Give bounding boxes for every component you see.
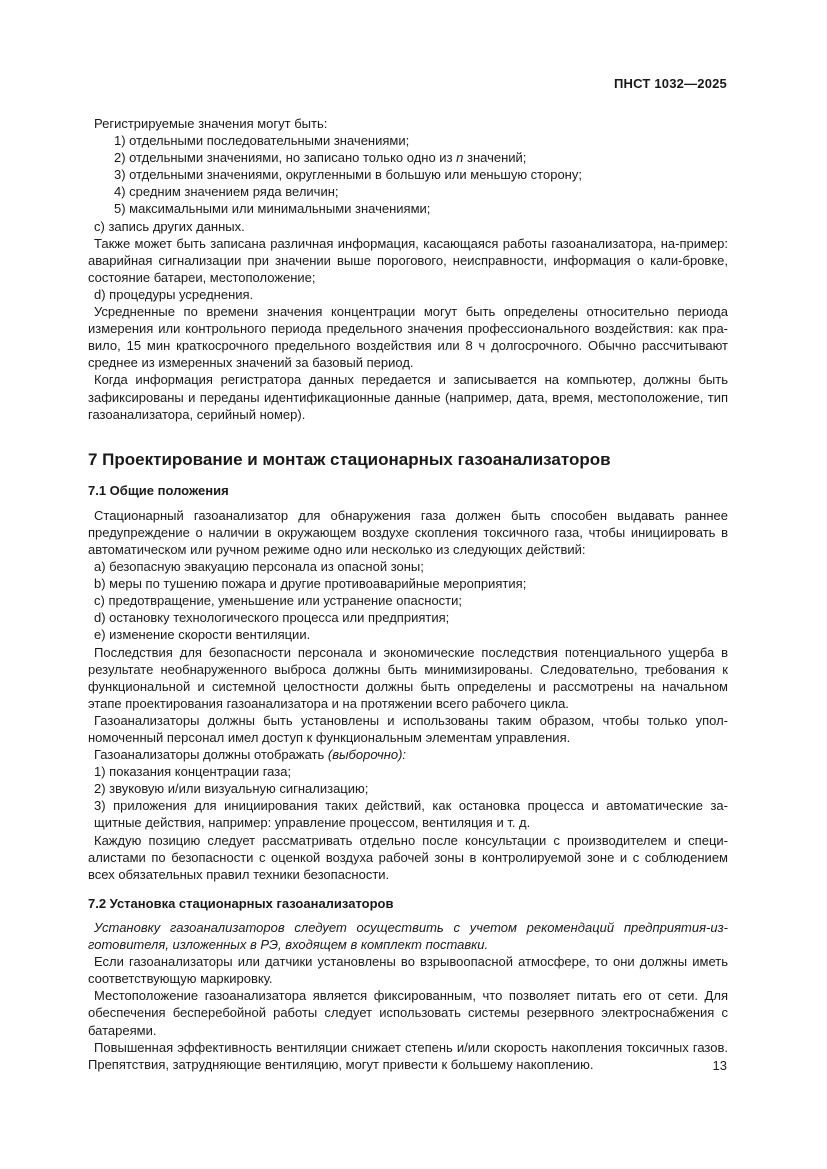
list-item: c) запись других данных. [94, 218, 245, 234]
paragraph: Местоположение газоанализатора является фиксированным, что позволяет питать его от сети. Для обеспечения бесперебойной работы следует использовать системы резервного электроснабжения с батареями. [88, 988, 728, 1038]
subsection-heading-7-1: 7.1 Общие положения [88, 482, 229, 498]
list-item: 3) приложения для инициирования таких действий, как остановка процесса и автоматические за-щитные действия, например: управление процессом, вентиляция и т. д. [94, 798, 728, 831]
list-item: 1) показания концентрации газа; [94, 764, 292, 780]
list-item: 5) максимальными или минимальными значениями; [114, 201, 431, 217]
list-item: 2) отдельными значениями, но записано только одно из n значений; [114, 150, 527, 166]
paragraph: Газоанализаторы должны отображать (выборочно): [94, 747, 407, 763]
paragraph: Если газоанализаторы или датчики установлены во взрывоопасной атмосфере, то они должны иметь соответствующую маркировку. [88, 954, 728, 987]
paragraph: Усредненные по времени значения концентрации могут быть определены относительно периода измерения или контрольного периода предельного значения профессионального воздействия: как пра-вило, 15 мин краткосрочного предельного воздействия или 8 ч долгосрочного. Обычно рассчитывают среднее из измеренных значений за базовый период. [88, 304, 728, 371]
paragraph: Установку газоанализаторов следует осуществить с учетом рекомендаций предприятия-из-готовителя, изложенных в РЭ, входящем в комплект поставки. [88, 919, 728, 953]
paragraph: Последствия для безопасности персонала и экономические последствия потенциального ущерба в результате необнаруженного выброса должны быть минимизированы. Следовательно, требования к функциональной и системной целостности должны быть определены и рассмотрены на начальном этапе проектирования газоанализатора и на протяжении всего рабочего цикла. [88, 644, 728, 711]
list-item: b) меры по тушению пожара и другие противоаварийные мероприятия; [94, 576, 527, 592]
page-number: 13 [712, 1058, 727, 1073]
paragraph: Также может быть записана различная информация, касающаяся работы газоанализатора, на-пример: аварийная сигнализации при значении выше порогового, неисправности, информация о кали-бровке, состояние батареи, местоположение; [88, 235, 728, 285]
list-item: d) остановку технологического процесса или предприятия; [94, 610, 450, 626]
list-item: 3) отдельными значениями, округленными в большую или меньшую сторону; [114, 167, 582, 183]
list-item: a) безопасную эвакуацию персонала из опасной зоны; [94, 559, 424, 575]
list-item: d) процедуры усреднения. [94, 286, 254, 302]
list-item: c) предотвращение, уменьшение или устранение опасности; [94, 593, 463, 609]
subsection-heading-7-2: 7.2 Установка стационарных газоанализаторов [88, 895, 394, 911]
list-item: 1) отдельными последовательными значениями; [114, 133, 410, 149]
paragraph: Повышенная эффективность вентиляции снижает степень и/или скорость накопления токсичных газов. Препятствия, затрудняющие вентиляцию, могут привести к большему накоплению. [88, 1039, 728, 1072]
list-item: e) изменение скорости вентиляции. [94, 627, 311, 643]
paragraph: Газоанализаторы должны быть установлены и использованы таким образом, чтобы только упол-номоченный персонал имел доступ к функциональным элементам управления. [88, 712, 728, 745]
section-heading-7: 7 Проектирование и монтаж стационарных газоанализаторов [88, 449, 611, 469]
page-body [88, 115, 728, 1073]
paragraph: Регистрируемые значения могут быть: [94, 116, 328, 131]
paragraph: Стационарный газоанализатор для обнаружения газа должен быть способен выдавать раннее предупреждение о наличии в окружающем воздухе скопления токсичного газа, чтобы инициировать в автоматическом или ручном режиме одно или несколько из следующих действий: [88, 507, 728, 557]
paragraph: Каждую позицию следует рассматривать отдельно после консультации с производителем и специ-алистами по безопасности с оценкой воздуха рабочей зоны в контролируемой зоне и с соблюдением всех обязательных правил техники безопасности. [88, 832, 728, 882]
document-code: ПНСТ 1032—2025 [614, 76, 727, 91]
paragraph: Когда информация регистратора данных передается и записывается на компьютер, должны быть зафиксированы и переданы идентификационные данные (например, дата, время, местоположение, тип газоанализатора, серийный номер). [88, 372, 728, 422]
list-item: 4) средним значением ряда величин; [114, 184, 339, 200]
list-item: 2) звуковую и/или визуальную сигнализацию; [94, 781, 369, 797]
